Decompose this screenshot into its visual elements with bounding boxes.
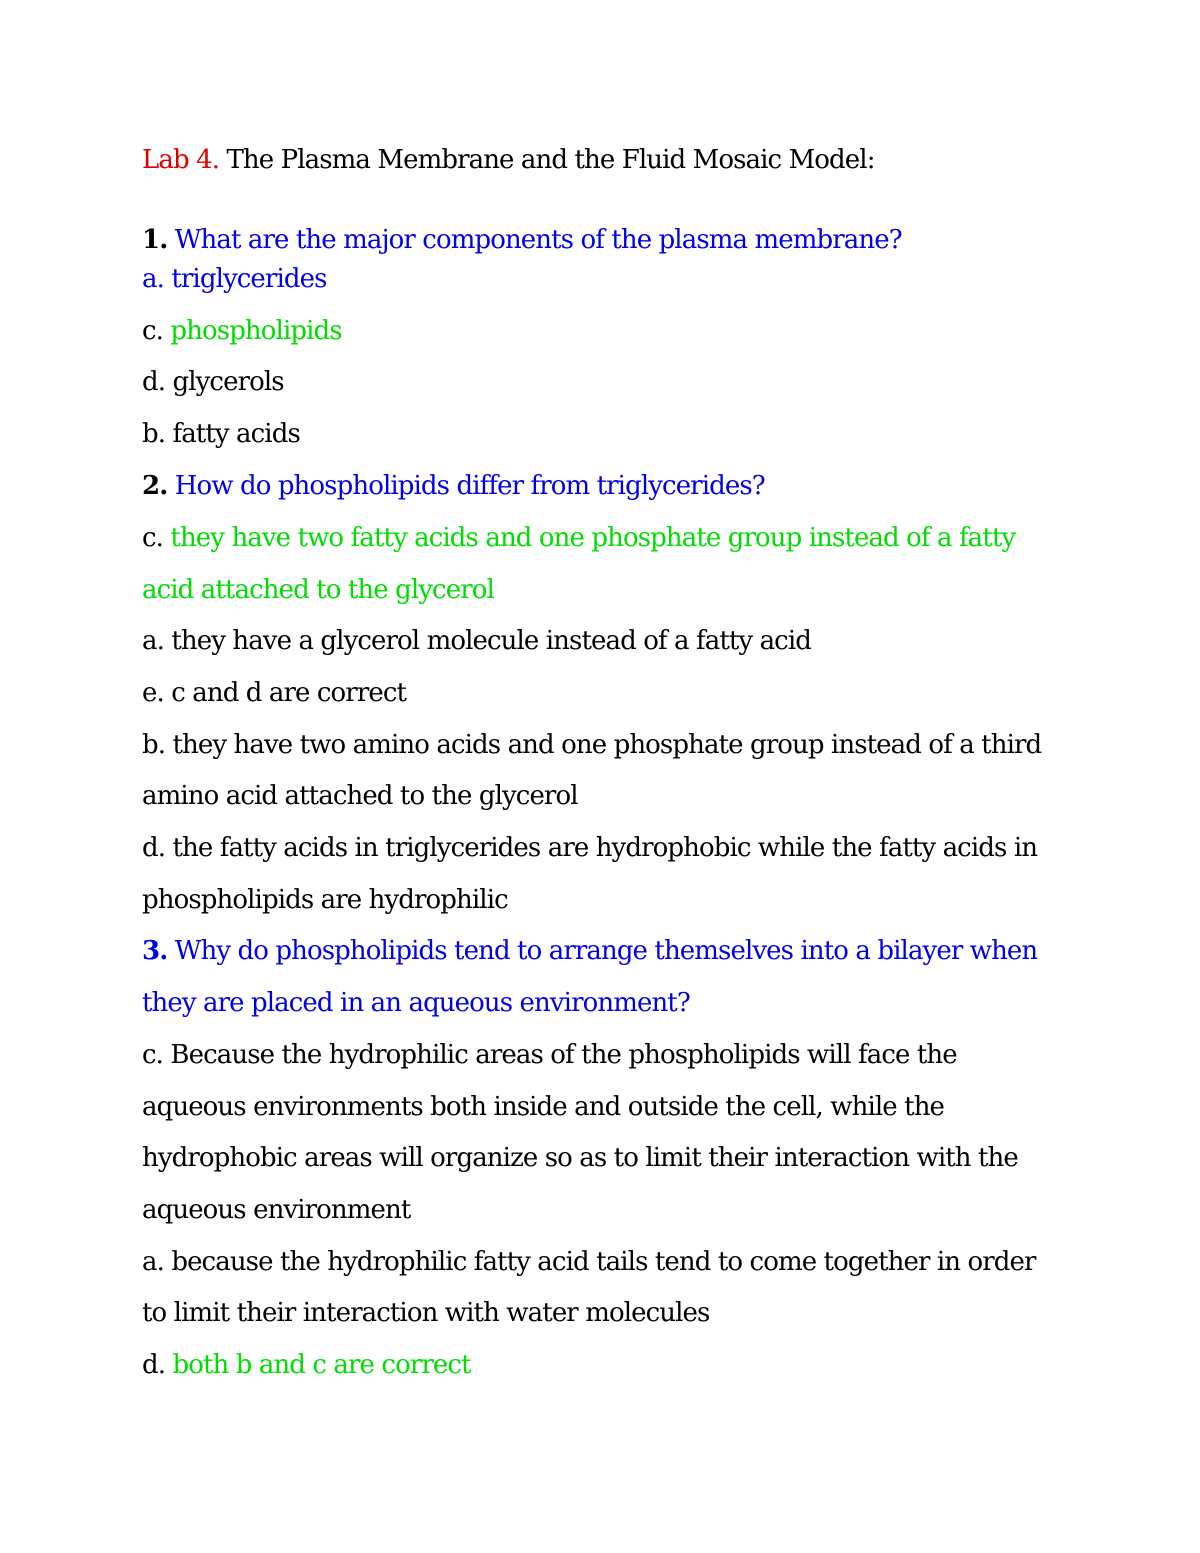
q2-option-c-line-1	[142, 521, 1015, 555]
question-text: Why do phospholipids tend to arrange themselves into a bilayer when	[167, 936, 1038, 966]
q2-option-a: a. they have a glycerol molecule instead of a fatty acid	[142, 626, 812, 656]
q3-option-c-line-4: aqueous environment	[142, 1195, 411, 1225]
q2-option-d-line-2: phospholipids are hydrophilic	[142, 885, 508, 915]
question-number: 1.	[142, 225, 168, 255]
question-number: 3.	[142, 936, 168, 966]
q1-option-a: a. triglycerides	[142, 264, 327, 294]
q1-option-c	[142, 314, 342, 348]
question-3-line-2: they are placed in an aqueous environment?	[142, 988, 690, 1018]
question-2	[142, 469, 765, 503]
q2-option-b-line-2: amino acid attached to the glycerol	[142, 781, 578, 811]
q3-option-c-line-1: c. Because the hydrophilic areas of the phospholipids will face the	[142, 1040, 957, 1070]
document-title	[142, 143, 875, 177]
question-3-line-1	[142, 934, 1037, 968]
q3-option-a-line-1: a. because the hydrophilic fatty acid tails tend to come together in order	[142, 1247, 1036, 1277]
q3-option-c-line-2: aqueous environments both inside and outside the cell, while the	[142, 1092, 945, 1122]
q2-option-e: e. c and d are correct	[142, 678, 407, 708]
q3-option-c-line-3: hydrophobic areas will organize so as to limit their interaction with the	[142, 1143, 1018, 1173]
q1-option-d: d. glycerols	[142, 367, 284, 397]
question-text: What are the major components of the plasma membrane?	[167, 225, 902, 255]
option-letter: d.	[142, 1350, 173, 1380]
correct-answer: they have two fatty acids and one phosphate group instead of a fatty	[170, 523, 1016, 553]
q3-option-a-line-2: to limit their interaction with water molecules	[142, 1298, 710, 1328]
question-1	[142, 223, 902, 257]
question-number: 2.	[142, 471, 168, 501]
correct-answer: both b and c are correct	[172, 1350, 471, 1380]
q1-option-b: b. fatty acids	[142, 419, 300, 449]
lab-number: Lab 4.	[142, 145, 220, 175]
option-letter: c.	[142, 523, 171, 553]
title-text: The Plasma Membrane and the Fluid Mosaic Model:	[219, 145, 875, 175]
option-letter: c.	[142, 316, 171, 346]
correct-answer: phospholipids	[170, 316, 342, 346]
question-text: How do phospholipids differ from triglycerides?	[167, 471, 765, 501]
q2-option-d-line-1: d. the fatty acids in triglycerides are hydrophobic while the fatty acids in	[142, 833, 1038, 863]
q2-option-b-line-1: b. they have two amino acids and one phosphate group instead of a third	[142, 730, 1042, 760]
q2-option-c-line-2: acid attached to the glycerol	[142, 575, 494, 605]
q3-option-d	[142, 1348, 471, 1382]
